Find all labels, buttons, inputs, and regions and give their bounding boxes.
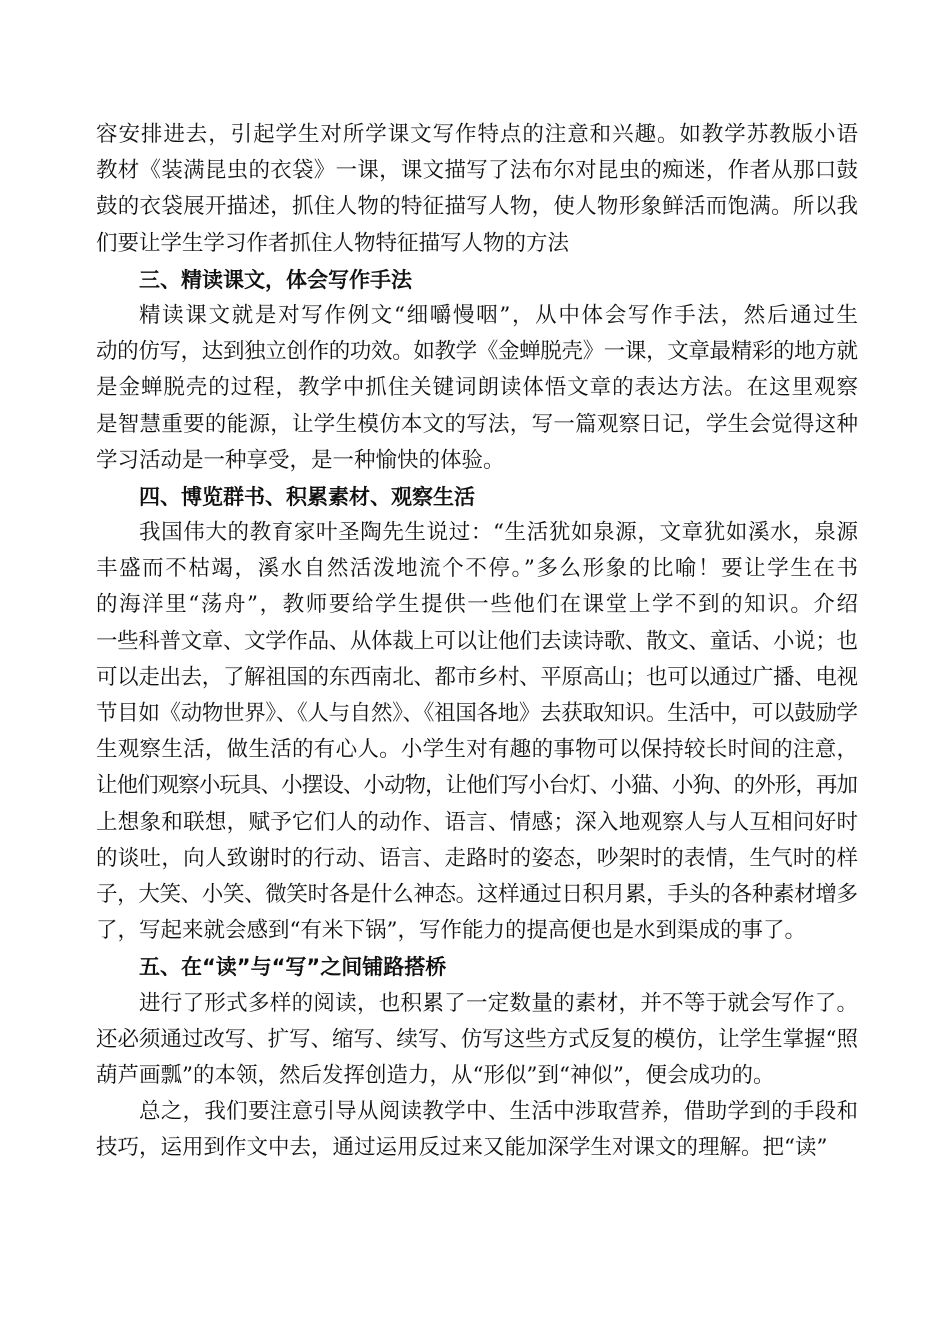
section-heading: 四、博览群书、积累素材、观察生活 [139, 484, 475, 509]
paragraph [96, 515, 858, 949]
text-line: 一些科普文章、文学作品、从体裁上可以让他们去读诗歌、散文、童话、小说；也 [96, 628, 858, 654]
text-line: 我国伟大的教育家叶圣陶先生说过：“生活犹如泉源，文章犹如溪水，泉源 [139, 520, 859, 546]
paragraph [96, 117, 858, 262]
text-line: 的谈吐，向人致谢时的行动、语言、走路时的姿态，吵架时的表情，生气时的样 [96, 845, 859, 871]
text-line: 鼓的衣袋展开描述，抓住人物的特征描写人物，使人物形象鲜活而饱满。所以我 [96, 194, 859, 220]
text-line: 子，大笑、小笑、微笑时各是什么神态。这样通过日积月累，手头的各种素材增多 [96, 881, 858, 907]
paragraph [96, 298, 858, 479]
paragraph [96, 1094, 858, 1166]
text-line: 精读课文就是对写作例文“细嚼慢咽”，从中体会写作手法，然后通过生 [139, 302, 860, 328]
text-line: 生观察生活，做生活的有心人。小学生对有趣的事物可以保持较长时间的注意， [96, 737, 859, 763]
text-line: 总之，我们要注意引导从阅读教学中、生活中涉取营养，借助学到的手段和 [139, 1099, 859, 1125]
text-line: 可以走出去，了解祖国的东西南北、都市乡村、平原高山；也可以通过广播、电视 [96, 664, 858, 690]
text-line: 葫芦画瓢”的本领，然后发挥创造力，从“形似”到“神似”，便会成功的。 [96, 1062, 775, 1088]
text-line: 学习活动是一种享受，是一种愉快的体验。 [96, 447, 505, 473]
text-line: 是智慧重要的能源，让学生模仿本文的写法，写一篇观察日记，学生会觉得这种 [96, 411, 859, 437]
paragraph [96, 986, 858, 1095]
text-line: 是金蝉脱壳的过程，教学中抓住关键词朗读体悟文章的表达方法。在这里观察 [96, 375, 859, 401]
text-line: 让他们观察小玩具、小摆设、小动物，让他们写小台灯、小猫、小狗、的外形，再加 [96, 773, 858, 799]
text-line: 的海洋里“荡舟”，教师要给学生提供一些他们在课堂上学不到的知识。介绍 [96, 592, 860, 618]
text-line: 们要让学生学习作者抓住人物特征描写人物的方法 [96, 230, 570, 256]
text-line: 教材《装满昆虫的衣袋》一课，课文描写了法布尔对昆虫的痴迷，作者从那口鼓 [96, 158, 859, 184]
text-line: 上想象和联想，赋予它们人的动作、语言、情感；深入地观察人与人互相问好时 [96, 809, 859, 835]
text-line: 丰盛而不枯竭，溪水自然活泼地流个不停。”多么形象的比喻！要让学生在书 [96, 556, 860, 582]
section-heading: 三、精读课文，体会写作手法 [139, 267, 412, 292]
text-line: 还必须通过改写、扩写、缩写、续写、仿写这些方式反复的模仿，让学生掌握“照 [96, 1026, 858, 1052]
text-line: 容安排进去，引起学生对所学课文写作特点的注意和兴趣。如教学苏教版小语 [96, 122, 859, 147]
text-line: 进行了形式多样的阅读，也积累了一定数量的素材，并不等于就会写作了。 [139, 990, 859, 1016]
text-line: 动的仿写，达到独立创作的功效。如教学《金蝉脱壳》一课，文章最精彩的地方就 [96, 339, 858, 365]
text-line: 节目如《动物世界》、《人与自然》、《祖国各地》去获取知识。生活中，可以鼓励学 [96, 701, 858, 726]
text-line: 技巧，运用到作文中去，通过运用反过来又能加深学生对课文的理解。把“读” [96, 1135, 828, 1161]
section-heading: 五、在“读”与“写”之间铺路搭桥 [139, 955, 447, 980]
document-body [96, 117, 858, 1166]
text-line: 了，写起来就会感到“有米下锅”，写作能力的提高便也是水到渠成的事了。 [96, 918, 806, 944]
